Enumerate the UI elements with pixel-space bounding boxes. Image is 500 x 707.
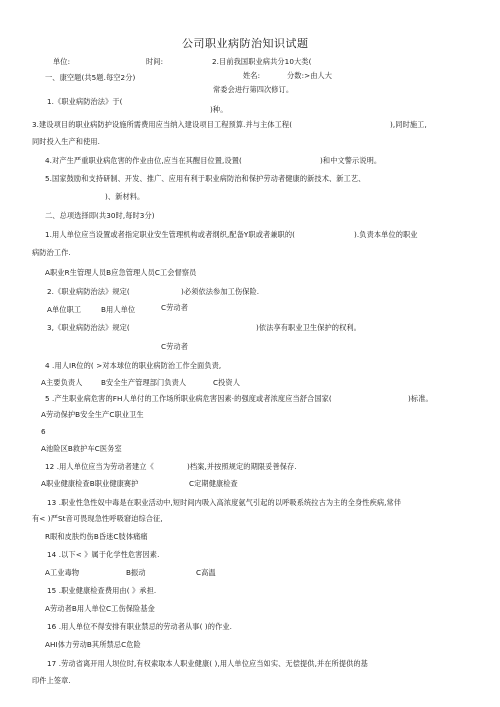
s1-question-1: 1.《职业病防治法》于(: [47, 97, 123, 106]
s2-question-16-options: AHI体力劳动B其所禁忌C危险: [45, 640, 141, 649]
s2-question-14-option-b: B振动: [126, 568, 146, 577]
s1-question-3-cont: 同时投入生产和使用.: [32, 137, 100, 146]
s2-question-16: 16 .用人单位不得安排有职业禁忌的劳动者从事( )的作业.: [47, 622, 233, 631]
section-1-heading: 一、康空题(共5题.每空2分): [45, 73, 136, 82]
s2-question-2-option-b: B用人单位: [101, 305, 136, 314]
s2-question-6-options: A池险区B救护车C医务室: [41, 444, 122, 453]
s2-question-13-cont: 有< )严St音可畏现急性呼吸窘迫综合征,: [32, 514, 163, 523]
s2-question-3-option-c: C劳动者: [161, 342, 188, 351]
s1-question-5-cont: )、新材料。: [105, 192, 145, 201]
s2-question-2-option-a: A单位职工: [47, 305, 82, 314]
s2-question-1-tail: ).负责本单位的职业: [354, 230, 418, 239]
s2-question-4-option-c: C投资人: [213, 378, 240, 387]
intro-line-1: 2.目前我国职业病共分10大类(: [212, 57, 312, 66]
s2-question-3: 3,《职业病防治法》规定(: [47, 323, 130, 332]
s2-question-15-options: A劳动者B用人单位C工伤保险基金: [45, 604, 155, 613]
s2-question-1-cont: 病防治工作.: [32, 248, 71, 257]
s1-question-4: 4.对产生严重职业病危害的作业由位,应当在其醒目位置,设置(: [45, 156, 242, 165]
s2-question-5: 5 .产生职业病危害的FH人单付的工作场所职业病危害因素·的强度或者浓度应当舒合国家(: [45, 394, 332, 403]
s1-question-3: 3.建设项目的职业病防护设施所需费用应当纳入建设项目工程预算.并与主体工程(: [32, 120, 293, 129]
s2-question-3-tail: )依法享有职业卫生保护的权利。: [256, 323, 361, 332]
section-2-heading: 二、总项选择即(共30时,每时3分): [45, 211, 155, 220]
s2-question-2-option-c: C劳动者: [161, 303, 188, 312]
s2-question-14-option-a: A工业毒物: [45, 568, 80, 577]
s2-question-2: 2.《职业病防治法》规定(: [47, 287, 130, 296]
s2-question-15: 15 .职业健康检查费用由( 》承担.: [47, 586, 157, 595]
s2-question-1: 1.用人单位应当设置或者指定职业安生管理机构或者纲织,配备Y职或者兼职的(: [45, 230, 296, 239]
s2-question-5-options: A劳动保护B安全生产C职业卫生: [41, 410, 144, 419]
s2-question-5-tail: )标准。: [408, 394, 433, 403]
s2-question-17-cont: 印件上签章.: [32, 676, 71, 685]
s2-question-12-options: A职业健康检查B职业健康赛护: [41, 479, 139, 488]
s2-question-1-options: A职业R生管理人员B应急管理人员C工会督察员: [45, 268, 197, 277]
s2-question-14-option-c: C高温: [196, 568, 216, 577]
time-label: 时间:: [146, 57, 164, 66]
intro-close: )种。: [210, 105, 228, 114]
s1-question-4-tail: )和中文警示说明。: [320, 156, 382, 165]
s2-question-2-tail: )必须依法参加工伤保险.: [181, 287, 260, 296]
document-title: 公司职业病防治知识试题: [182, 37, 309, 50]
s2-question-12-tail: )档案,并按照规定的期限妥善保存.: [187, 462, 297, 471]
s2-question-13: 13 .职业性急性奴中毒是在职业活动中,短时间内吸入高浓度氨气引起的以呼吸系统拉古为主的全身性疾病,常伴: [47, 498, 402, 507]
s2-question-12-option-c: C定期健康检查: [189, 479, 238, 488]
s2-question-13-options: R眼和皮肤灼伤B昏迷C肢体痛痛: [45, 532, 148, 541]
unit-label: 单位:: [53, 57, 71, 66]
s2-question-4-option-a: A主要负责人: [41, 378, 83, 387]
name-label: 姓名:: [243, 71, 261, 80]
s2-question-17: 17 .劳动省离开用人坝位时,有权索取本人职业健康( ),用人单位应当如实、无偿提供,并在所提供的基: [47, 659, 368, 668]
s2-question-12: 12 .用人单位应当为劳动者建立《: [45, 462, 154, 471]
s1-question-3-tail: ),同时施工,: [390, 120, 427, 129]
s2-question-4-option-b: B安全生产管理部门负责人: [101, 378, 187, 387]
s2-question-14: 14 .以下< 》属于化学性危害因素.: [47, 550, 160, 559]
s1-question-5: 5.国家鼓励和支持研制、开发、推广、应用有利于职业病防治和保护劳动者健康的新技术、新工艺、: [45, 174, 366, 183]
s2-question-6: 6: [41, 427, 46, 436]
s2-question-4: 4 .用人IR位的( >对本球位的职业病防治工作全面负责,: [45, 361, 222, 370]
intro-line-2: 常委会进行第四次修订。: [213, 85, 294, 94]
score-label: 分数:>由人大: [287, 71, 333, 80]
